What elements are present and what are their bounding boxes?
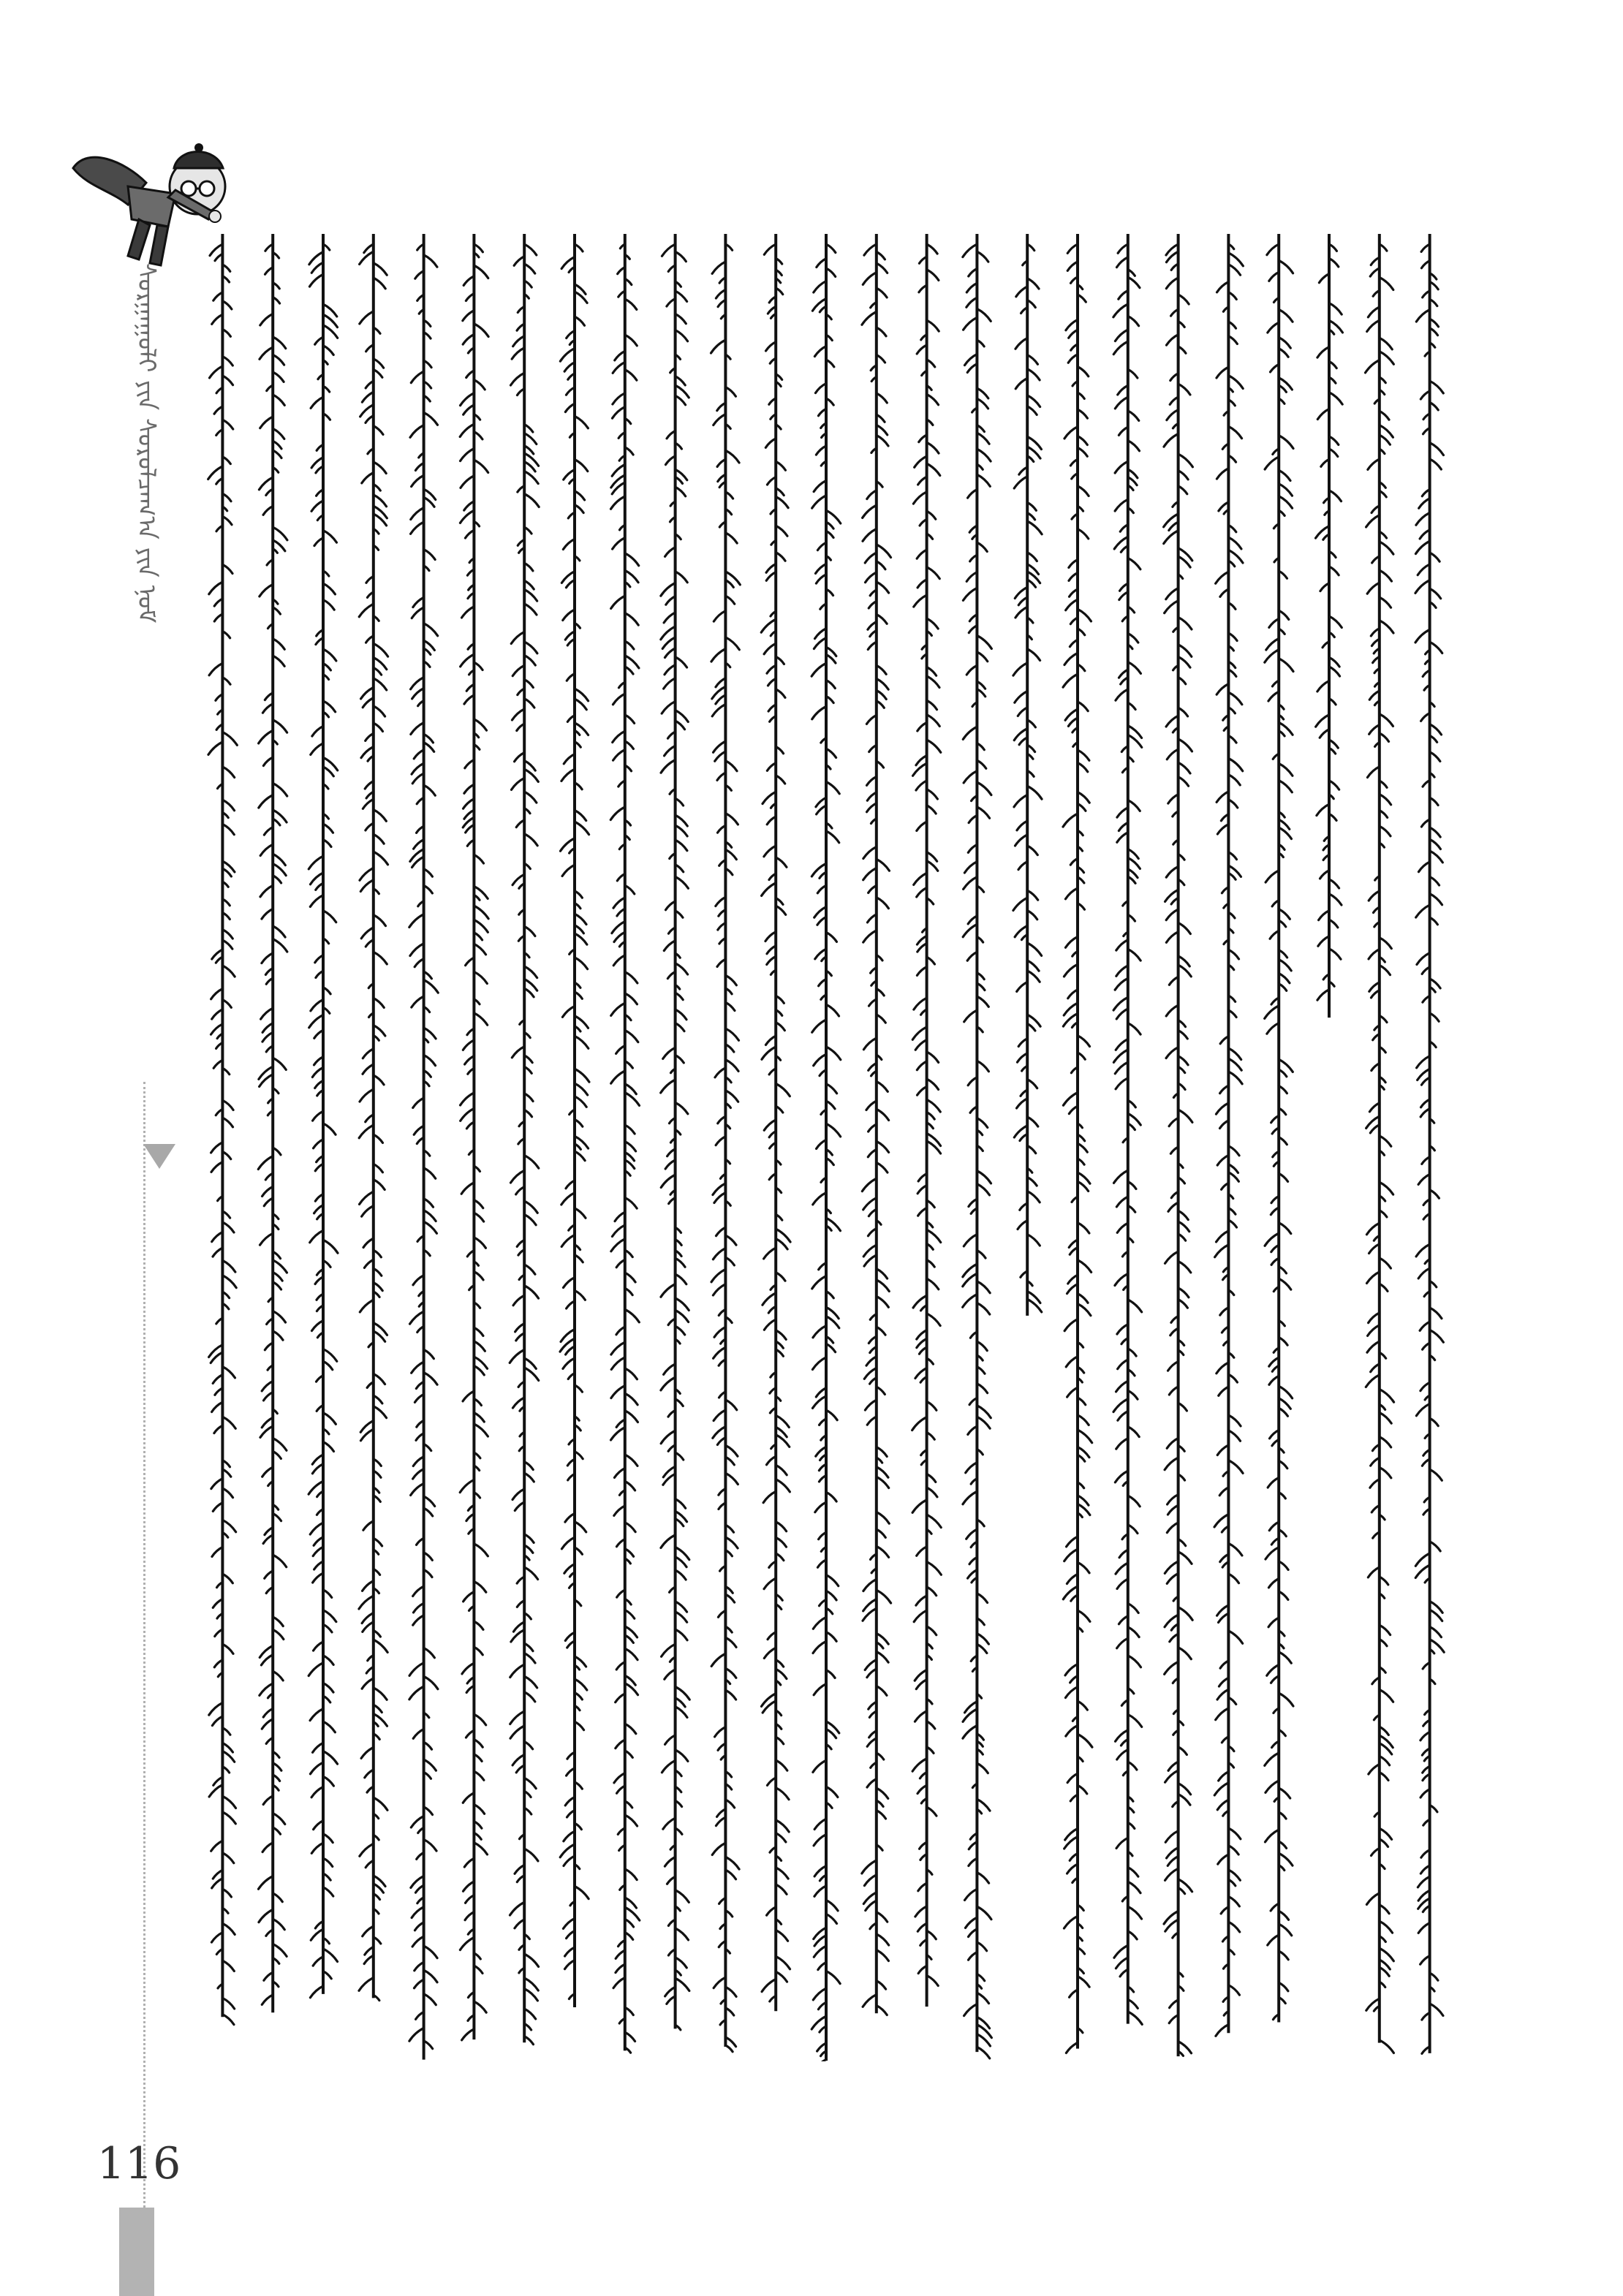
text-column	[1214, 234, 1243, 2036]
text-column	[610, 234, 639, 2053]
text-column	[409, 234, 438, 2060]
text-column	[862, 234, 891, 2015]
text-column	[208, 234, 238, 2025]
triangle-marker-icon	[143, 1144, 175, 1169]
text-column	[761, 234, 790, 2011]
text-column	[711, 234, 741, 2052]
text-column	[460, 234, 488, 2040]
text-column	[812, 234, 841, 2061]
text-column	[1063, 234, 1092, 2053]
text-column	[1265, 234, 1293, 2023]
body-text-columns	[197, 234, 1455, 2061]
text-column	[1366, 234, 1394, 2053]
text-column	[258, 234, 287, 2012]
dotted-rule	[143, 1082, 145, 2208]
text-column	[560, 234, 589, 2007]
running-head-text: ᠰᠣᠷᠭᠠᠭᠤᠯᠢ ᠶᠢᠨ ᠰᠤᠷᠤᠯᠴᠠᠭ᠎ᠠ ᠶᠢᠨ ᠨᠣᠮ	[132, 263, 161, 624]
text-column	[359, 234, 388, 2001]
text-column	[963, 234, 992, 2058]
text-column	[912, 234, 942, 2007]
mongolian-text-columns	[197, 234, 1455, 2061]
text-column	[661, 234, 690, 2030]
running-head	[110, 263, 183, 1104]
text-column	[1013, 234, 1042, 1316]
thumb-index-bar	[119, 2208, 154, 2296]
text-column	[309, 234, 338, 1998]
text-column	[1113, 234, 1142, 2024]
text-column	[510, 234, 539, 2045]
text-column	[1415, 234, 1444, 2053]
text-column	[1164, 234, 1193, 2056]
page-number: 116	[97, 2138, 181, 2189]
text-column	[1316, 234, 1343, 1018]
